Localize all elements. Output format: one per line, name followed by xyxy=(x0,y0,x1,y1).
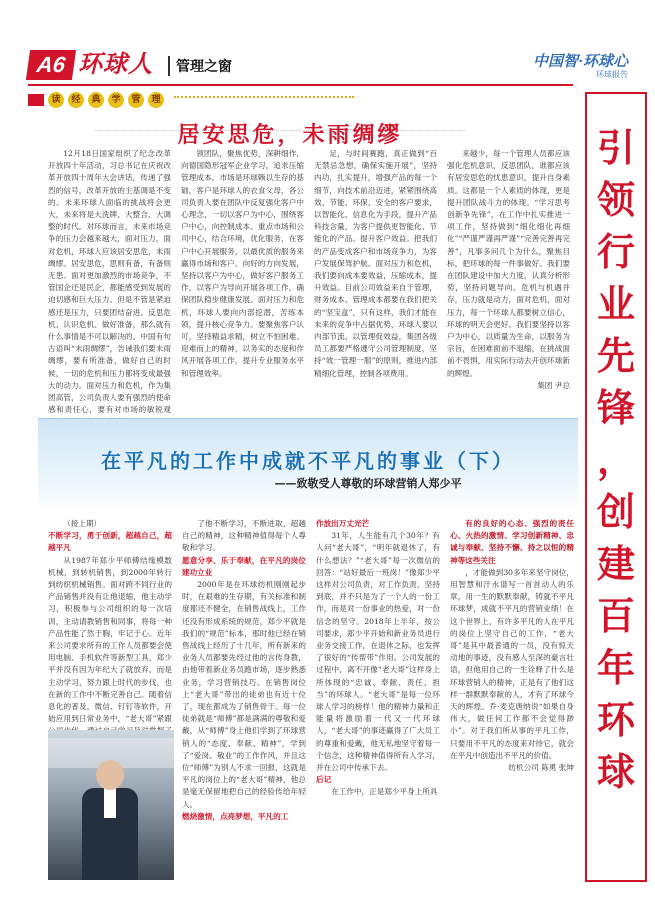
tag-char: 经 xyxy=(68,92,84,108)
afterword-head: 后记 xyxy=(316,775,332,785)
slogan-panel xyxy=(585,92,647,882)
photo-shirt xyxy=(104,788,116,818)
logo-text: 中国智·环球心 xyxy=(533,53,628,70)
slogan-char: 领 xyxy=(596,178,635,222)
slogan-char: 百 xyxy=(596,594,635,638)
slogan-char: 引 xyxy=(596,126,635,170)
tag-char: 管 xyxy=(128,92,144,108)
page-code-badge: A6 xyxy=(26,50,76,80)
tag-divider xyxy=(174,96,354,104)
article1-column-4 xyxy=(447,148,570,406)
header-divider xyxy=(28,84,573,86)
article1-title: 居安思危，未雨绸缪 xyxy=(177,123,403,148)
photo-person xyxy=(82,760,138,880)
paragraph: 了他不断学习，不断进取，超越自己的精神，这种精神值得每个人尊敬和学习。 xyxy=(182,519,306,553)
paragraph: 12月18日国家组织了纪念改革开放四十年活动，习总书记在庆祝改革开放四十周年大会讲话，传递了强烈的信号，改革开放的主基调是不变的。未来环球人面临的挑战将会更大，未来将是大洗牌、大整合、大调整的时代。对环球而言，未来市场竞争的压力会越来越大，面对压力，面对危机，环球人应该居安思危，未雨绸缪。居安思危，思则有备，有备则无患。面对更加激烈的市场竞争，不管国企还是民企，都能感受到发展的迫切感和巨大压力。但是不管是紧迫感还是压力，只要团结奋进、反思危机、认识危机、做好准备，那么就有什么事情是不可以解决的。中国有句古语叫“未雨绸缪”，告诫我们要未雨绸缪，要有所准备，做好自己的时候，一切的危机和压力都将变成最强大的动力。面对压力和危机，作为集团高管，公司负责人要有强烈的使命感和责任心，要有对市场的敏锐观 xyxy=(48,149,171,415)
masthead-brand: 环球人 xyxy=(78,51,153,78)
slogan-char: ， xyxy=(596,438,635,482)
article1-column-2 xyxy=(181,148,304,406)
article2-title: 在平凡的工作中成就不平凡的事业（下） xyxy=(101,449,515,473)
article2-column-3 xyxy=(316,518,440,884)
slogan-char: 行 xyxy=(596,230,635,274)
read-classic-tag xyxy=(28,92,354,108)
paragraph: 2000年是在环球纺机刚刚起步时，在艰难的生存期，有关标准和制度都还不健全，在销售战线上，工作还没有形成系统的规范，郑少平就是我们的“规范”标本，那时他已经在销售战线上经历了十几年，所有新来的业务人员都要先经过他的言传身教，由他带着新业务员跑市场，逐步熟悉业务，学习营销技巧。在销售岗位上“老大哥”带出的徒弟也有近十位了，现在都成为了销售骨干。每一位徒弟就是“师傅”都是满满的尊敬和爱戴，从“师傅”身上他们学到了环球营销人的“态度、奉献、精神”，学到了“爱岗、敬业”的工作作风，并且这位“师傅”为别人不求一回报，这就是平凡的岗位上的“老大哥”精神，他总是毫无保留地把自己的经验传给年轻人。 xyxy=(182,580,306,809)
section-subhead: 燃烧激情，点亮梦想，平凡的工 xyxy=(182,811,289,821)
article2-subtitle: ——致敬受人尊敬的环球营销人郑少平 xyxy=(274,477,462,490)
page-header xyxy=(28,50,628,84)
slogan-char: 环 xyxy=(596,698,635,742)
slogan-char: 球 xyxy=(596,750,635,794)
paragraph: 31年，人生能有几个30年？有人问“老大哥”，“明年就退休了，有什么想法？”“老大哥”每一次微信的回答：“站好最后一班岗！”像郑少平这样对公司负责，对工作负责，坚持到底，并不只是为了一个人的一份工作，而是对一份事业的热爱，对一份信念的坚守。2018年上半年，按公司要求，郑少平开始和新业务员进行业务交接工作，在退休之际，也发挥了很好的“传帮带”作用。公司发展的过程中，离不开像“老大哥”这样身上所体现的“忠诚、奉献、责任、担当”的环球人。“老大哥”是每一位环球人学习的榜样！他的精神力量和正能量将激励着一代又一代环球人，“老大哥”的事迹赢得了广大员工的尊重和爱戴，他无私地坚守着每一个信念，这种精神值得所有人学习，并在公司中传承下去。 xyxy=(316,531,440,773)
tag-bar xyxy=(28,94,44,106)
article2-column-4 xyxy=(450,518,574,884)
portrait-photo xyxy=(48,730,174,880)
paragraph: 足，与时间赛跑，真正做到“百无禁忌急想，确保实施开展”，坚持内功，扎实提升，增强产品的每一个细节，向技术前沿迈进，紧紧围绕高效、节能、环保、安全的客户要求，以智能化、信息化为手段，提升产品科技含量，为客户提供更智能化、节能化的产品。提升客户效益。把我们的产品变成客户和市场竞争力，为客户发展保驾护航。面对压力和危机，我们要向成本要效益，压缩成本，提升效益。目前公司效益来自于管理，财务成本、管理成本都要在我们把关的“坚宝盒”，只有这样，我们才能在未来的竞争中占据优势，环球人要以内部节流、以管理促效益，集团各级员工都要严格遵守公司管理制度，坚持“效一管理一服”的原则，推进内部精细化管理，控制各项费用。 xyxy=(314,149,437,378)
article1-column-3 xyxy=(314,148,437,406)
vertical-slogan xyxy=(587,122,645,798)
paragraph: 从1987年郑少平师傅结缘模数机械，到转机销售，到2000年转行到纺织机械销售。面对跨不同行业的产品销售并没有让他退缩，他主动学习，积极参与公司组织的每一次培训，主动请教销售和同事，将每一种产品性能了然于胸，牢记于心。近年来公司要求所有的工作人员都要会使用电脑、手机软件等新型工具，郑少平并没有因为年纪大了就放弃，而是主动学习，努力跟上时代的步伐，也在新的工作中不断完善自己。随着信息化的普及，微信、钉钉等软件，开始应用到日常业务中，“老大哥”紧跟 xyxy=(48,555,172,724)
article2-banner xyxy=(38,418,578,512)
lead-highlight: 有的良好的心态、强烈的责任心、火热的激情、学习创新精神、忠诚与奉献、坚持不懈、持之以恒的精神等这些关注 xyxy=(450,519,574,565)
tag-char: 理 xyxy=(148,92,164,108)
photo-head xyxy=(96,760,124,790)
article2-column-2 xyxy=(182,518,306,884)
section-subhead: 愿意分享、乐于奉献，在平凡的岗位建功立业 xyxy=(182,555,306,577)
article1-body xyxy=(48,148,578,415)
slogan-char: 建 xyxy=(596,542,635,586)
tag-char: 读 xyxy=(48,92,64,108)
slogan-char: 业 xyxy=(596,282,635,326)
paragraph: 来越少，每一个管理人员都应该强化危机意识，反思团队，谁都应该有居安思危的忧患意识，提升自身素质。这都是一个人素质的体现，更是提升团队战斗力的体现。“学习思考创新争先锋”，在工作中扎实推进一项工作，坚持做到“细化细化再细化”“严谨严谨再严谨”“完善完善再完善”，凡事多问几个为什么，聚焦目标，把环球的每一件事做好。我们要在团队建设中加大力度，认真分析形势，坚持问题导向。危机与机遇并存，压力就是动力，面对危机，面对压力，每一个环球人都要树立信心，环球的明天会更好。我们要坚持以客户为中心，以质量为生命，以服务为宗旨，在困难面前不退缩，在挑战面前不畏惧，用实际行动去开创环球新的辉煌。 xyxy=(447,149,570,378)
article1-column-1 xyxy=(48,148,171,415)
intro-note: （接上期） xyxy=(63,519,102,528)
slogan-char: 锋 xyxy=(596,386,635,430)
tag-char: 典 xyxy=(88,92,104,108)
paragraph: ，才能做到30多年来坚守岗位，用智慧和汗水谱写一首首动人的乐章，用一生的默默奉献，铸就不平凡环球梦，成就不平凡的营销业绩！在这个世界上，有许多平凡的人在平凡的岗位上坚守自己的工作，“老大哥”是其中最普通的一员，没有惊天动地的事迹，没有感人至深的豪言壮语，但他用自己的一生诠释了什么是环球营销人的精神，正是有了他们这样一群默默奉献的人，才有了环球今天的辉煌。乔·麦克唐纳说“如果自身伟大，做任何工作都不会觉得渺小”。对于我们所从事的平凡工作，只要用不平凡的态度来对待它，就会在平凡中创造出不平凡的价值。 xyxy=(450,567,574,760)
slogan-char: 创 xyxy=(596,490,635,534)
paragraph: 在工作中，正是郑少平身上所具 xyxy=(331,787,438,797)
article2-byline: 纺机公司 陈勇 张坤 xyxy=(508,763,574,773)
paragraph: 领团队，聚焦优势，深耕细作，向德国隐形冠军企业学习，追求压缩管理成本。市场是环球赖以生存的基础，客户是环球人的衣食父母，各公司负责人要在团队中反复强化客户中心理念，一切以客户为中心，围绕客户中心，向控制成本、重点市场和公司中心，结合环境，优化服务，在客户中心开展服务，以最优质的服务来赢得市场和客户。向好的方向发展，坚持以客户为中心，做好客户服务工作，以客户为导向开展各项工作，确保团队稳步健康发展。面对压力和危机，环球人要向内部挖潜，苦练本领，提升核心竞争力。要聚焦客户认可，坚持精益求精，树立不怕困难、迎难而上的精神，以务实的态度和作风开展各项工作，提升专业服务水平和管理效率。 xyxy=(181,149,304,378)
section-title: 管理之窗 xyxy=(168,56,232,76)
slogan-char: 年 xyxy=(596,646,635,690)
section-subhead: 不断学习，勇于创新，超越自己，超越平凡 xyxy=(48,531,172,553)
section-subhead: 作放出万丈光芒 xyxy=(316,519,370,528)
tag-char: 学 xyxy=(108,92,124,108)
article1-byline: 集团 尹总 xyxy=(537,380,570,390)
company-logo xyxy=(533,50,628,80)
slogan-char: 先 xyxy=(596,334,635,378)
logo-subtext: 环球报告 xyxy=(596,70,628,79)
